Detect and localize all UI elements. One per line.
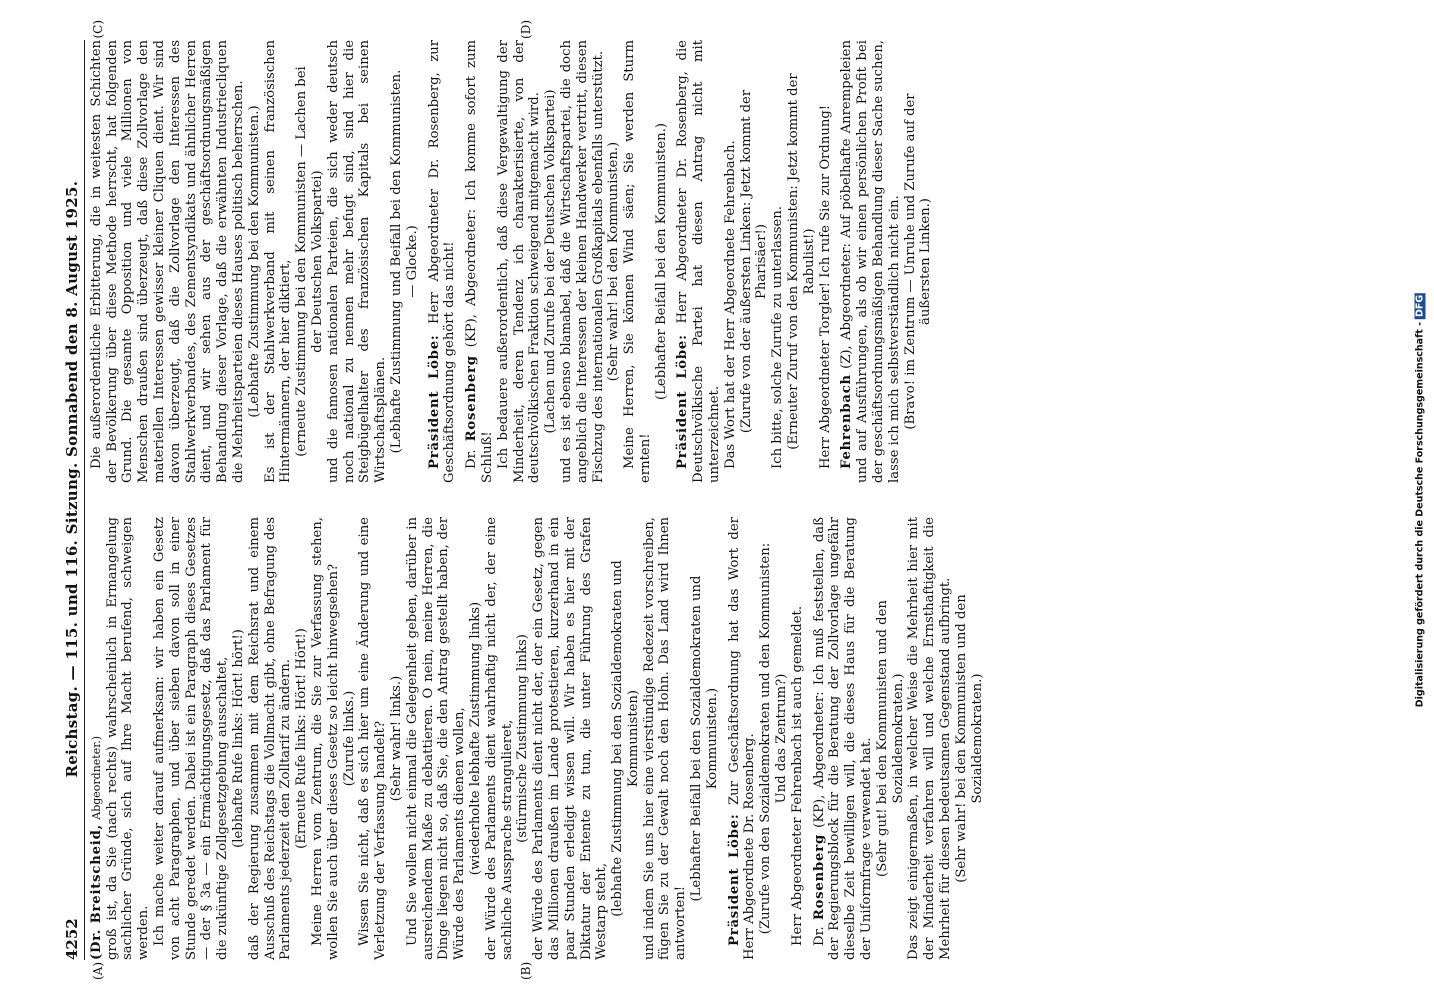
margin-mark-c: (C)	[90, 20, 105, 39]
margin-mark-b: (B)	[518, 961, 533, 980]
speech-text: (KP), Abgeordneter: Ich muß feststellen, daß der Regierungsblock für die Beratung der Zollvorlage ungefähr dieselbe Zeit bewilligen will, die dieses Haus für die Beratung der Uniformfrage verwendet hat.	[811, 517, 875, 960]
paragraph: und es ist ebenso blamabel, daß die Wirtschaftspartei, die doch angeblich die Interessen der kleinen Handwerker vertritt, diesen Fischzug des internationalen Großkapitals ebenfalls unterstützt.	[558, 40, 606, 483]
paragraph: Ich bitte, solche Zurufe zu unterlassen.	[770, 206, 786, 469]
interjection: (Lebhafte Zustimmung und Beifall bei den Kommunisten. — Glocke.)	[388, 69, 420, 454]
dfg-logo: DFG	[1414, 294, 1426, 317]
speech-text: (KP), Abgeordneter: Ich komme sofort zum Schluß!	[464, 40, 495, 483]
interjection: (Lachen und Zurufe bei der Deutschen Volkspartei)	[543, 89, 559, 434]
interjection: (Sehr wahr! bei den Kommunisten.)	[606, 141, 622, 382]
page-header	[65, 40, 85, 960]
speaker-name: (Dr. Breitscheid,	[88, 823, 104, 960]
paragraph: Herr Abgeordneter Fehrenbach ist auch gemeldet.	[789, 605, 805, 946]
speaker-paragraph	[727, 517, 759, 960]
interjection: (Zurufe von den Sozialdemokraten und den Kommunisten: Und das Zentrum?)	[758, 542, 790, 935]
paragraph: groß ist, da Sie (nach rechts) wahrscheinlich in Ermangelung sachlicher Gründe, sich auf Ihre Macht berufend, schweigen werden.	[104, 517, 152, 960]
document-page	[57, 20, 1377, 980]
speech-text: Herr Abgeordneter Dr. Rosenberg, die Deutschvölkische Partei hat diesen Antrag nicht mit unterzeichnet.	[675, 40, 723, 483]
speaker-paragraph	[839, 40, 902, 483]
paragraph: Ich bedauere außerordentlich, daß diese Vergewaltigung der Minderheit, deren Tendenz ich charakterisierte, von der deutschvölkischen Fraktion schweigend mitgemacht wird.	[495, 40, 543, 483]
speaker-role: Abgeordneter.)	[89, 735, 103, 820]
paragraph: daß der Regierung zusammen mit dem Reichsrat und einem Ausschuß des Reichstags die Vollmacht gibt, ohne Befragung des Parlaments jederzeit den Zolltarif zu ändern.	[246, 517, 294, 960]
interjection: (stürmische Zustimmung links)	[515, 634, 531, 843]
interjection: (wiederholte lebhafte Zustimmung links)	[467, 601, 483, 876]
speaker-paragraph	[675, 40, 722, 483]
running-title: Reichstag. — 115. und 116. Sitzung. Sonnabend den 8. August 1925.	[63, 180, 81, 778]
interjection: (Sehr gut! bei den Kommunisten und den Sozialdemokraten.)	[874, 600, 906, 877]
paragraph: Wissen Sie nicht, daß es sich hier um eine Änderung und eine Verletzung der Verfassung handelt?	[357, 517, 389, 960]
paragraph: Ich mache weiter darauf aufmerksam: wir haben ein Gesetz von acht Paragraphen, und über sieben davon soll in einer Stunde geredet werden. Dabei ist ein Paragraph dieses Gesetzes — der § 3a — ein Ermächtigungsgesetz, daß das Parlament für die zukünftige Zollgesetzgebung ausschaltet,	[151, 517, 231, 960]
speaker-paragraph	[464, 40, 496, 483]
paragraph: der Würde des Parlaments dient nicht der, der ein Gesetz, gegen das Millionen draußen im Lande protestieren, kurzerhand in ein paar Stunden erledigt wissen will. Wir haben es hier mit der Diktatur der Entente zu tun, die unter Führung des Grafen Westarp steht,	[531, 517, 610, 960]
interjection: (Zurufe links.)	[341, 690, 357, 787]
right-column	[88, 20, 986, 483]
speaker-name: Fehrenbach	[839, 374, 855, 469]
speaker-name: Präsident Löbe:	[726, 813, 742, 946]
paragraph: Die außerordentliche Erbitterung, die in weitesten Schichten der Bevölkerung über diese Methode herrscht, hat folgenden Grund. Die gesamte Opposition und viele Millionen von Menschen draußen sind überzeugt, daß diese Zollvorlage den materiellen Interessen gewisser kleiner Cliquen dient. Wir sind davon überzeugt, daß die Zollvorlage den Interessen des Stahlwerkverbandes, des Zementsyndikats und ähnlicher Herren dient, und wir sehen aus der geschäftsordnungsmäßigen Behandlung dieser Vorlage, daß die erwähnten Industriecliquen die Mehrheitsparteien dieses Hauses politisch beherrschen.	[88, 40, 246, 483]
paragraph: Meine Herren, Sie können Wind säen; Sie werden Sturm ernten!	[622, 40, 653, 483]
interjection: (Lebhafter Beifall bei den Sozialdemokraten und Kommunisten.)	[689, 575, 720, 902]
speaker-paragraph	[427, 40, 459, 483]
left-column	[88, 517, 986, 980]
speaker-line	[89, 517, 105, 960]
interjection: (Erneuter Zuruf von den Kommunisten: Jetzt kommt der Rabulist!)	[786, 73, 817, 450]
interjection: (lebhafte Rufe links: Hört! hört!)	[230, 629, 246, 848]
paragraph: Das Wort hat der Herr Abgeordnete Fehrenbach.	[722, 140, 738, 469]
speech-text: (Z), Abgeordneter: Auf pöbelhafte Anrempeleien und auf Ausführungen, als ob wir einen persönlichen Profit bei der geschäftsordnungsmäßigen Behandlung dieser Sache suchen, lasse ich mich selbstverständlich nicht ein.	[839, 40, 902, 483]
paragraph: und indem Sie uns hier eine vierstündige Redezeit vorschreiben, fügen Sie zu der Gewalt noch den Hohn. Das Land wird Ihnen antworten!	[641, 517, 689, 960]
speaker-name: Rosenberg	[464, 355, 480, 442]
interjection: (lebhafte Zustimmung bei den Sozialdemokraten und Kommunisten)	[610, 560, 641, 917]
paragraph: und die famosen nationalen Parteien, die sich weder deutsch noch national zu nennen mehr befugt sind, sind hier die Steigbügelhalter des französischen Kapitals bei seinen Wirtschaftsplänen.	[325, 40, 389, 483]
interjection: (Lebhafter Beifall bei den Kommunisten.)	[653, 123, 669, 401]
margin-mark-d: (D)	[518, 20, 533, 39]
interjection: (Erneute Rufe links: Hört! Hört!)	[294, 628, 310, 849]
speaker-title: Dr.	[811, 926, 827, 946]
interjection: (Zurufe von der äußersten Linken: Jetzt kommt der Pharisäer!)	[738, 89, 770, 434]
paragraph: Meine Herren vom Zentrum, die Sie zur Verfassung stehen, wollen Sie auch über dieses Gesetz so leicht hinwegsehen?	[309, 517, 341, 960]
interjection: (Bravo! im Zentrum — Unruhe und Zurufe auf der äußersten Linken.)	[902, 93, 934, 430]
speaker-name: Präsident Löbe:	[675, 334, 691, 469]
speech-text: Herr Abgeordneter Dr. Rosenberg, zur Geschäftsordnung gehört das nicht!	[426, 40, 458, 483]
paragraph: Es ist der Stahlwerkverband mit seinen französischen Hintermännern, der hier diktiert,	[262, 40, 294, 483]
margin-mark-a: (A)	[90, 961, 105, 980]
page-number: 4252	[63, 918, 81, 960]
interjection: (Sehr wahr! links.)	[388, 675, 404, 802]
interjection: (erneute Zustimmung bei den Kommunisten — Lachen bei der Deutschen Volkspartei)	[294, 66, 325, 457]
paragraph: Das zeigt einigermaßen, in welcher Weise die Mehrheit hier mit der Minderheit verfahren will und welche Ernsthaftigkeit die Mehrheit für diesen bedeutsamen Gegenstand aufbringt.	[906, 517, 954, 960]
paragraph: der Würde des Parlaments dient wahrhaftig nicht der, der eine sachliche Aussprache strangulieret,	[483, 517, 515, 960]
speaker-title: Dr.	[464, 449, 480, 469]
speaker-paragraph	[812, 517, 875, 960]
paragraph: Und Sie wollen nicht einmal die Gelegenheit geben, darüber in ausreichendem Maße zu debattieren. O nein, meine Herren, die Dinge liegen nicht so, daß Sie, die den Antrag gestellt haben, der Würde des Parlaments dienen wollen,	[404, 517, 468, 960]
interjection: (Lebhafte Zustimmung bei den Kommunisten.)	[246, 105, 262, 418]
credit-text: Digitalisierung gefördert durch die Deutsche Forschungsgemeinschaft -	[1414, 321, 1426, 708]
interjection: (Sehr wahr! bei den Kommunisten und den Sozialdemokraten.)	[953, 594, 985, 883]
paragraph: Herr Abgeordneter Torgler! Ich rufe Sie zur Ordnung!	[817, 104, 833, 469]
speaker-name: Präsident Löbe:	[426, 334, 442, 469]
speech-text: Zur Geschäftsordnung hat das Wort der Herr Abgeordnete Dr. Rosenberg.	[726, 517, 758, 960]
speaker-name: Rosenberg	[811, 834, 827, 921]
digitization-credit	[1415, 293, 1426, 707]
